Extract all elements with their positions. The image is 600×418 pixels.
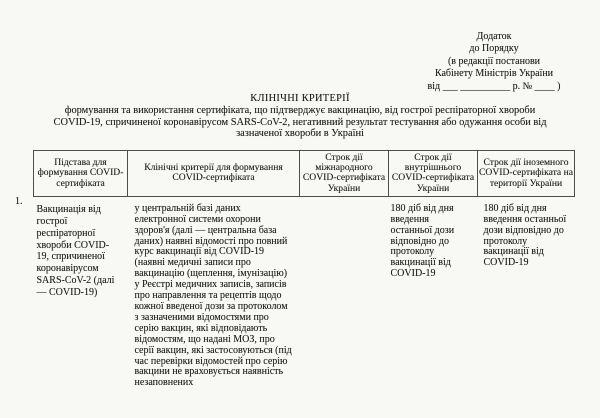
document-subtitle-line: зазначеної хвороби в Україні	[236, 128, 364, 140]
document-title: КЛІНІЧНІ КРИТЕРІЇ	[250, 93, 350, 104]
corner-line: до Порядку	[469, 43, 519, 55]
document-subtitle-line: формування та використання сертифіката, що підтверджує вакцинацію, від гострої респіраторної хвороби	[64, 105, 536, 117]
corner-line: Кабінету Міністрів України	[434, 68, 554, 80]
header-cell-criteria: Клінічні критерії для формування COVID-сертифіката	[128, 151, 300, 197]
table-header-row	[34, 151, 575, 197]
cell-basis: Вакцинація від гострої респіраторної хвороби COVID-19, спричиненої коронавірусом SARS-CoV-2 (далі — COVID-19)	[36, 203, 115, 299]
cell-criteria: у центральній базі даних електронної системи охорони здоров'я (далі — центральна база даних) наявні відомості про повний курс вакцинації від COVID-19 (наявні медичні записи про вакцинацію (щеплення, імунізацію) у Реєстрі медичних записів, записів про направлення та рецептів щодо кожної введеної дози за протоколом з зазначеними відомостями про серію вакцин, які відповідають відомостям, що надані МОЗ, про серії вакцин, які застосовуються (під час перевірки відомостей про серію вакцини не враховується наявність незаповнених	[134, 202, 292, 389]
corner-line: (в редакції постанови	[447, 55, 541, 67]
corner-line: від ___ __________ р. № ____ )	[427, 80, 561, 92]
header-cell-basis: Підстава для формування COVID-сертифіката	[34, 151, 128, 197]
cell-international-validity	[300, 196, 389, 390]
cell-domestic-validity: 180 діб від дня введення останньої дози відповідно до протоколу вакцинації від COVID-19	[390, 202, 455, 280]
cell-foreign-validity: 180 діб від дня введення останньої дози відповідно до протоколу вакцинації від COVID-19	[483, 202, 567, 269]
title-block	[27, 93, 573, 140]
header-cell-domestic-validity: Строк дії внутрішнього COVID-сертифіката України	[389, 151, 478, 197]
header-cell-foreign-validity: Строк дії іноземного COVID-сертифіката на території України	[478, 151, 575, 197]
criteria-table	[33, 150, 575, 390]
header-cell-international-validity: Строк дії міжнародного COVID-сертифіката України	[300, 151, 389, 197]
row-number: 1.	[15, 196, 23, 207]
table-row	[34, 196, 575, 390]
corner-annotation	[398, 31, 590, 93]
corner-line: Додаток	[476, 31, 512, 42]
document-subtitle-line: COVID-19, спричиненої коронавірусом SARS-CoV-2, негативний результат тестування або одужання особи від	[53, 116, 547, 128]
